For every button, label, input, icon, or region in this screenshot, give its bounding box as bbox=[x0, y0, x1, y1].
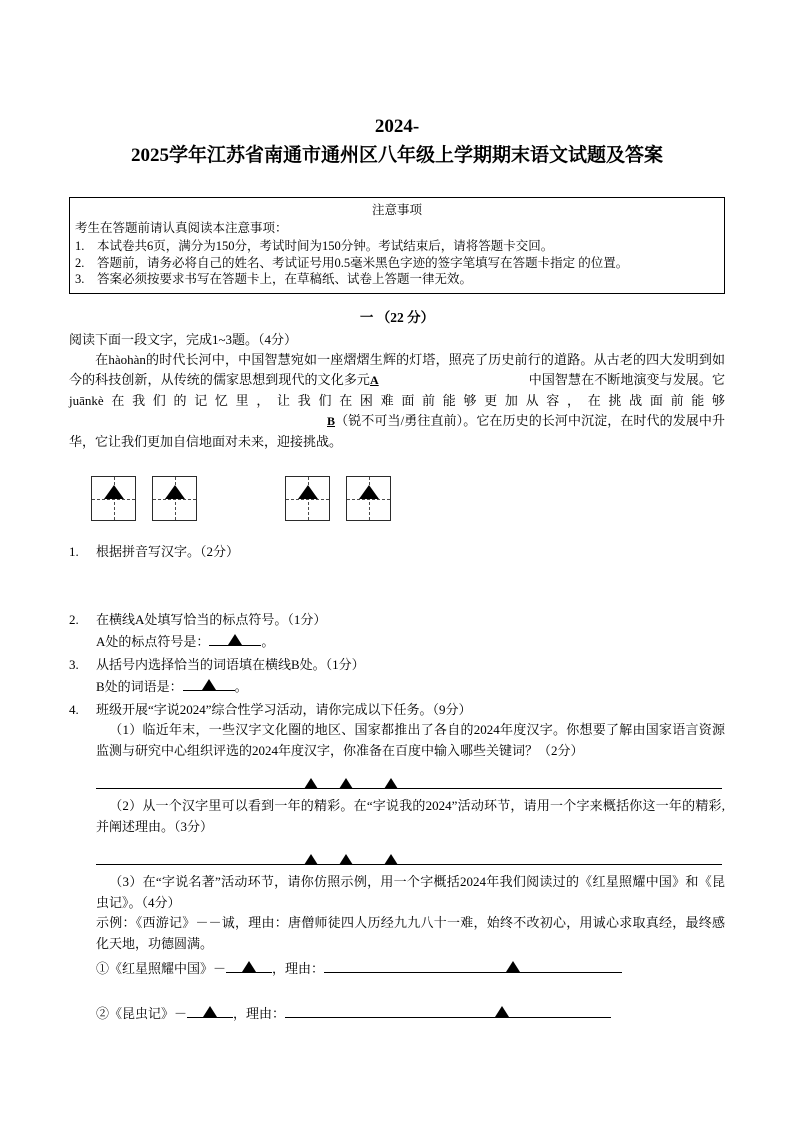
notice-box bbox=[69, 197, 725, 294]
subquestion-2-label: （2） bbox=[109, 798, 143, 813]
subquestion-3-text: 在“字说名著”活动环节，请你仿照示例，用一个字概括2024年我们阅读过的《红星照耀中国》和《昆虫记》。（4分） bbox=[96, 874, 725, 910]
writing-grid-box[interactable] bbox=[91, 476, 136, 521]
notice-lead-text: 考生在答题前请认真阅读本注意事项： bbox=[75, 221, 288, 235]
grid-horizontal-dash bbox=[286, 499, 329, 500]
subquestion-2-text: 从一个汉字里可以看到一年的精彩。在“字说我的2024”活动环节，请用一个字来概括你这一年的精彩,并阐述理由。（3分） bbox=[96, 798, 725, 834]
writing-grid-box[interactable] bbox=[152, 476, 197, 521]
notice-item-number: 3. bbox=[75, 272, 85, 286]
triangle-icon bbox=[304, 778, 318, 789]
notice-item-number: 2. bbox=[75, 255, 85, 270]
triangle-icon bbox=[165, 485, 185, 499]
list-item bbox=[75, 255, 722, 272]
grid-horizontal-dash bbox=[347, 499, 390, 500]
answer-prompt-a bbox=[96, 630, 725, 653]
answer-rule bbox=[96, 864, 722, 865]
passage-segment-2: 的时代长河中，中国智慧宛如一座熠熠生辉的灯塔，照亮了历史前行的道路。从古老的四大发明到如今的科技创新，从传统的儒家思想到现代的文化多元 bbox=[69, 351, 725, 387]
final-item-2-label: ②《昆虫记》－ bbox=[96, 1005, 188, 1021]
triangle-icon bbox=[242, 961, 256, 972]
reading-passage bbox=[69, 350, 725, 453]
question-text: 从括号内选择恰当的词语填在横线B处。（1分） bbox=[96, 656, 365, 672]
triangle-icon bbox=[359, 485, 379, 499]
final-item-1-label: ①《红星照耀中国》－ bbox=[96, 961, 227, 976]
answer-line-subq-2[interactable] bbox=[96, 846, 722, 868]
question-text: 根据拼音写汉字。（2分） bbox=[96, 544, 240, 559]
final-item-2-char-blank[interactable] bbox=[187, 1002, 233, 1018]
question-1 bbox=[69, 542, 725, 563]
triangle-icon bbox=[304, 854, 318, 865]
pinyin-juānkè: juānkè bbox=[69, 392, 104, 408]
final-item-1-char-blank[interactable] bbox=[226, 957, 272, 973]
subquestion-3-label: （3） bbox=[109, 874, 143, 889]
final-item-1-reason-blank[interactable] bbox=[324, 957, 622, 973]
reading-instruction: 阅读下面一段文字，完成1~3题。（4分） bbox=[69, 331, 298, 347]
question-number: 1. bbox=[69, 544, 79, 559]
final-item-1-mid: ，理由： bbox=[272, 961, 325, 976]
writing-grid-box[interactable] bbox=[285, 476, 330, 521]
final-answer-item-2 bbox=[96, 1002, 725, 1025]
passage-segment-3: 中国智慧在不断地演变与发展。它 bbox=[528, 372, 725, 387]
final-answer-item-1 bbox=[96, 957, 725, 980]
triangle-icon bbox=[495, 1006, 509, 1017]
character-grid-row bbox=[69, 476, 725, 528]
question-number: 4. bbox=[69, 701, 79, 717]
blank-marker-a: A bbox=[370, 373, 379, 387]
question-text: 在横线A处填写恰当的标点符号。（1分） bbox=[96, 611, 327, 627]
grid-horizontal-dash bbox=[92, 499, 135, 500]
question-number: 3. bbox=[69, 656, 79, 672]
triangle-icon bbox=[202, 679, 216, 690]
answer-prompt-b bbox=[96, 675, 725, 698]
pinyin-hàohàn: hàohàn bbox=[108, 351, 146, 367]
triangle-icon bbox=[339, 854, 353, 865]
grid-horizontal-dash bbox=[153, 499, 196, 500]
notice-item-number: 1. bbox=[75, 239, 85, 253]
triangle-icon bbox=[298, 485, 318, 499]
blank-marker-b: B bbox=[327, 414, 336, 428]
question-4 bbox=[69, 700, 725, 721]
subquestion-1-label: （1） bbox=[109, 722, 143, 737]
passage-segment-5: （锐不可当/勇往直前）。它在历史的长河中沉淀，在时代的发展中升华，它让我们更加自信地面对未来，迎接挑战。 bbox=[69, 413, 725, 449]
question-2 bbox=[69, 610, 725, 631]
notice-item-text: 答题前，请务必将自己的姓名、考试证号用0.5毫米黑色字迹的签字笔填写在答题卡指定 的位置。 bbox=[97, 255, 629, 270]
subquestion-1-text: 临近年末，一些汉字文化圈的地区、国家都推出了各自的2024年度汉字。你想要了解由国家语言资源监测与研究中心组织评选的2024年度汉字，你准备在百度中输入哪些关键词？（2分） bbox=[96, 722, 725, 758]
answer-prompt-b-prefix: B处的词语是： bbox=[96, 679, 183, 694]
triangle-icon bbox=[203, 1006, 217, 1017]
question-3 bbox=[69, 655, 725, 676]
answer-line-subq-1[interactable] bbox=[96, 770, 722, 792]
final-item-2-reason-blank[interactable] bbox=[285, 1002, 611, 1018]
answer-blank-b[interactable] bbox=[183, 675, 235, 691]
subquestion-2 bbox=[96, 796, 725, 837]
triangle-icon bbox=[339, 778, 353, 789]
final-item-2-mid: ，理由： bbox=[233, 1005, 286, 1021]
triangle-icon bbox=[506, 961, 520, 972]
subquestion-1 bbox=[96, 720, 725, 761]
answer-prompt-a-prefix: A处的标点符号是： bbox=[96, 634, 210, 649]
page-title-line-1: 2024- bbox=[374, 116, 420, 137]
notice-item-text: 答案必须按要求书写在答题卡上，在草稿纸、试卷上答题一律无效。 bbox=[97, 272, 473, 286]
triangle-icon bbox=[228, 634, 242, 645]
writing-grid-box[interactable] bbox=[346, 476, 391, 521]
answer-blank-a[interactable] bbox=[209, 630, 261, 646]
notice-item-text: 本试卷共6页，满分为150分，考试时间为150分钟。考试结束后，请将答题卡交回。 bbox=[97, 239, 554, 253]
triangle-icon bbox=[104, 485, 124, 499]
answer-rule bbox=[96, 788, 722, 789]
triangle-icon bbox=[384, 778, 398, 789]
triangle-icon bbox=[384, 854, 398, 865]
answer-prompt-a-suffix: 。 bbox=[261, 634, 275, 649]
notice-heading: 注意事项 bbox=[371, 203, 422, 217]
section-header: 一 （22 分） bbox=[359, 309, 435, 325]
passage-segment-1: 在 bbox=[95, 351, 109, 367]
list-item bbox=[75, 238, 722, 255]
passage-segment-4: 在我们的记忆里，让我们在困难面前能够更加从容，在挑战面前能够 bbox=[103, 392, 725, 408]
page-title bbox=[69, 0, 725, 170]
subquestion-3 bbox=[96, 872, 725, 913]
list-item bbox=[75, 271, 722, 288]
question-number: 2. bbox=[69, 611, 79, 627]
question-text: 班级开展“字说2024”综合性学习活动，请你完成以下任务。（9分） bbox=[96, 701, 472, 717]
example-text: 示例：《西游记》－－诚，理由：唐僧师徒四人历经九九八十一难，始终不改初心，用诚心求取真经，最终感化天地，功德圆满。 bbox=[96, 915, 725, 951]
page-title-line-2: 2025学年江苏省南通市通州区八年级上学期期末语文试题及答案 bbox=[130, 145, 663, 166]
notice-list bbox=[72, 238, 722, 288]
answer-prompt-b-suffix: 。 bbox=[234, 679, 248, 694]
